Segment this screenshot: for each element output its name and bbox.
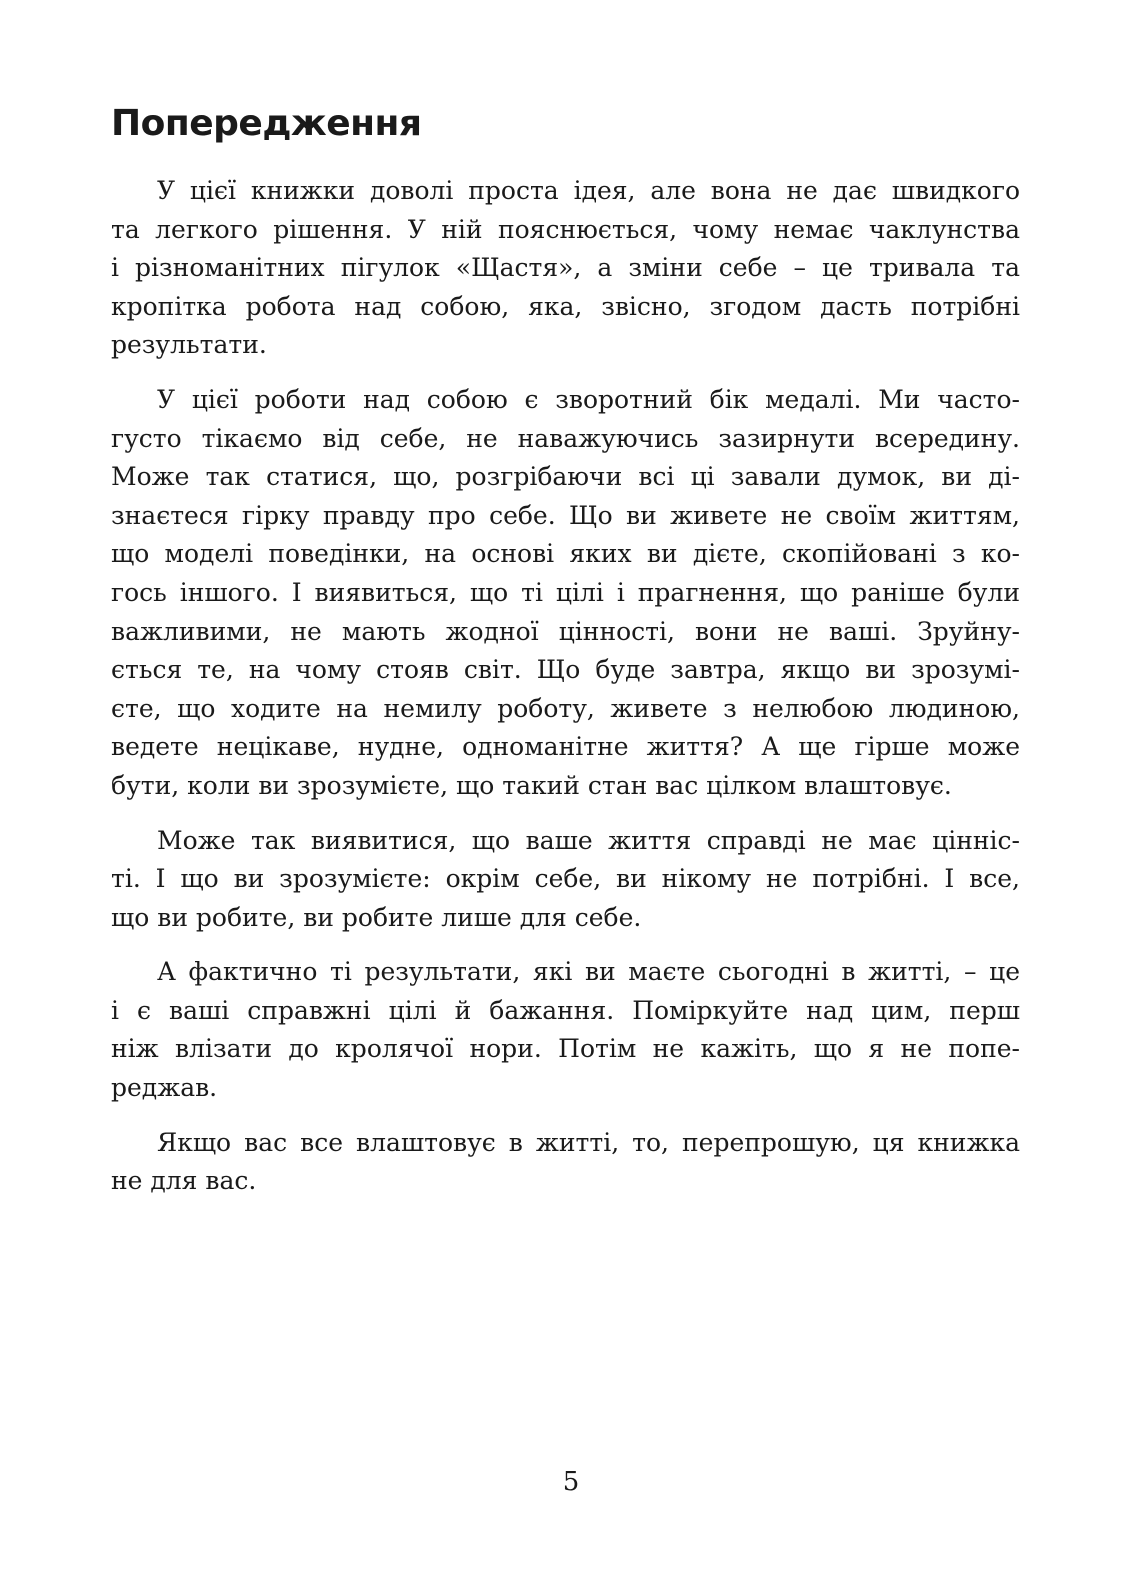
text-line: важливими, не мають жодної цінності, вони не ваші. Зруйну- <box>111 616 1020 646</box>
text-line: єте, що ходите на немилу роботу, живете з нелюбою людиною, <box>111 693 1020 723</box>
text-line: і різноманітних пігулок «Щастя», а зміни себе – це тривала та <box>111 253 1020 283</box>
text-line: ведете нецікаве, нудне, одноманітне життя? А ще гірше може <box>111 732 1020 762</box>
page-number: 5 <box>562 1467 580 1497</box>
paragraph-3 <box>111 822 1020 938</box>
text-line: ті. І що ви зрозумієте: окрім себе, ви нікому не потрібні. І все, <box>111 864 1020 894</box>
text-line: не для вас. <box>111 1166 257 1196</box>
text-line: А фактично ті результати, які ви маєте сьогодні в житті, – це <box>157 957 1020 987</box>
text-line: У цієї роботи над собою є зворотний бік медалі. Ми часто- <box>157 384 1020 414</box>
text-line: і є ваші справжні цілі й бажання. Поміркуйте над цим, перш <box>111 995 1020 1025</box>
paragraph-1 <box>111 172 1020 365</box>
text-line: гось іншого. І виявиться, що ті цілі і прагнення, що раніше були <box>111 577 1020 607</box>
text-line: знаєтеся гірку правду про себе. Що ви живете не своїм життям, <box>111 500 1020 530</box>
body-text <box>111 172 1020 1217</box>
text-line: Може так статися, що, розгрібаючи всі ці завали думок, ви ді- <box>111 462 1020 492</box>
paragraph-5 <box>111 1124 1020 1201</box>
text-line: результати. <box>111 330 267 360</box>
text-line: Якщо вас все влаштовує в житті, то, перепрошую, ця книжка <box>157 1127 1020 1157</box>
text-line: У цієї книжки доволі проста ідея, але вона не дає швидкого <box>157 176 1020 205</box>
paragraph-4 <box>111 953 1020 1107</box>
text-line: кропітка робота над собою, яка, звісно, згодом дасть потрібні <box>111 291 1020 321</box>
text-line: реджав. <box>111 1073 218 1103</box>
paragraph-2 <box>111 381 1020 806</box>
text-line: густо тікаємо від себе, не наважуючись зазирнути всередину. <box>111 423 1020 453</box>
text-line: Може так виявитися, що ваше життя справді не має цінніс- <box>157 825 1020 855</box>
text-line: ється те, на чому стояв світ. Що буде завтра, якщо ви зрозумі- <box>111 655 1020 685</box>
text-line: бути, коли ви зрозумієте, що такий стан вас цілком влаштовує. <box>111 770 952 800</box>
text-line: ніж влізати до кролячої нори. Потім не кажіть, що я не попе- <box>111 1034 1020 1064</box>
page-title: Попередження <box>111 103 422 144</box>
text-line: що ви робите, ви робите лише для себе. <box>111 902 642 932</box>
text-line: та легкого рішення. У ній пояснюється, чому немає чаклунства <box>111 214 1020 244</box>
text-line: що моделі поведінки, на основі яких ви дієте, скопійовані з ко- <box>111 539 1020 569</box>
